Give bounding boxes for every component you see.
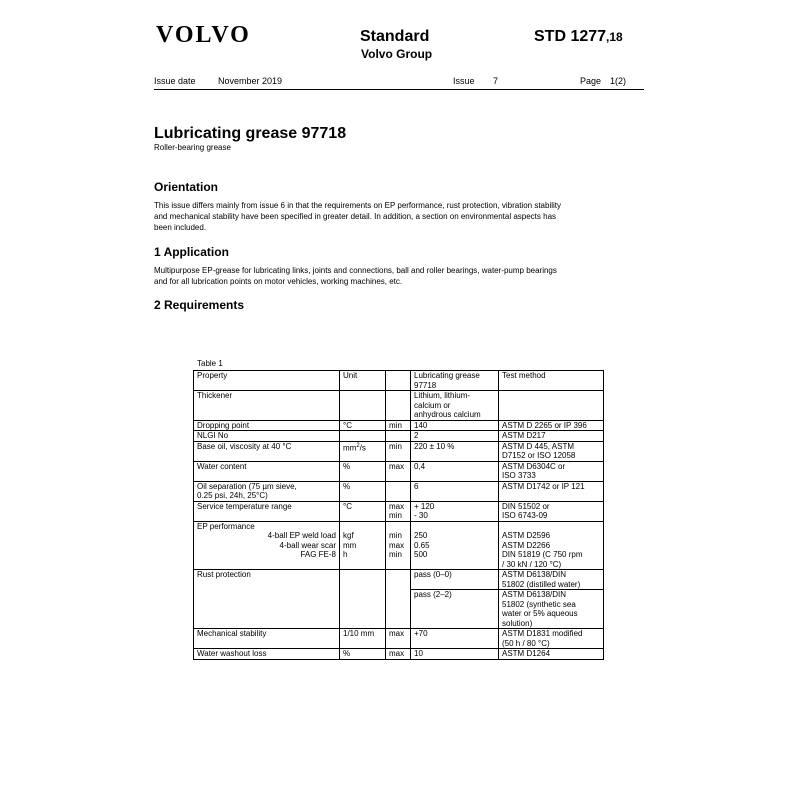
page-label: Page xyxy=(580,76,602,86)
table-caption: Table 1 xyxy=(197,359,223,368)
method-cell: ASTM D2596 ASTM D2266 DIN 51819 (C 750 rpm / 30 kN / 120 °C) xyxy=(499,521,604,570)
property-cell: NLGI No xyxy=(194,431,340,442)
value-cell: 10 xyxy=(411,649,499,660)
value-cell: 250 0.65 500 xyxy=(411,521,499,570)
property-cell: Oil separation (75 µm sieve, 0.25 psi, 24h, 25°C) xyxy=(194,481,340,501)
value-cell: 0,4 xyxy=(411,461,499,481)
table-row xyxy=(194,391,604,421)
table-header-row xyxy=(194,371,604,391)
property-cell: Dropping point xyxy=(194,420,340,431)
limit-cell: max xyxy=(386,629,411,649)
limit-cell: min xyxy=(386,420,411,431)
unit-cell: 1/10 mm xyxy=(340,629,386,649)
application-line: and for all lubrication points on motor vehicles, working machines, etc. xyxy=(154,277,403,286)
group-label: Volvo Group xyxy=(361,47,433,61)
page-number: 1(2) xyxy=(610,76,627,86)
property-cell: Thickener xyxy=(194,391,340,421)
value-cell: pass (2–2) xyxy=(411,590,499,629)
standard-number xyxy=(534,28,623,46)
orientation-line: This issue differs mainly from issue 6 in that the requirements on EP performance, rust protection, vibration stability xyxy=(154,201,561,210)
application-line: Multipurpose EP-grease for lubricating links, joints and connections, ball and roller bearings, water-pump bearings xyxy=(154,266,557,275)
method-cell: ASTM D 2265 or IP 396 xyxy=(499,420,604,431)
application-text xyxy=(154,265,644,287)
property-cell: Rust protection xyxy=(194,570,340,629)
table-row xyxy=(194,461,604,481)
application-heading: 1 Application xyxy=(154,245,229,259)
method-cell: ASTM D1264 xyxy=(499,649,604,660)
col-header: Unit xyxy=(340,371,386,391)
table-row xyxy=(194,481,604,501)
unit-cell: °C xyxy=(340,501,386,521)
limit-cell: min xyxy=(386,441,411,461)
property-cell: EP performance 4-ball EP weld load 4-ball wear scar FAG FE-8 xyxy=(194,521,340,570)
method-cell: ASTM D1742 or IP 121 xyxy=(499,481,604,501)
value-cell: 6 xyxy=(411,481,499,501)
method-cell: ASTM D6138/DIN 51802 (synthetic sea water or 5% aqueous solution) xyxy=(499,590,604,629)
property-cell: Base oil, viscosity at 40 °C xyxy=(194,441,340,461)
table-row xyxy=(194,441,604,461)
limit-cell: max xyxy=(386,649,411,660)
table-row xyxy=(194,431,604,442)
col-header xyxy=(386,371,411,391)
requirements-heading: 2 Requirements xyxy=(154,298,245,312)
orientation-line: and mechanical stability have been specified in greater detail. In addition, a section on environmental aspects has xyxy=(154,212,557,221)
orientation-text xyxy=(154,200,644,233)
orientation-heading: Orientation xyxy=(154,180,219,194)
method-cell: ASTM D6138/DIN 51802 (distilled water) xyxy=(499,570,604,590)
table-row xyxy=(194,521,604,570)
col-header: Lubricating grease 97718 xyxy=(411,371,499,391)
unit-cell: kgf mm h xyxy=(340,521,386,570)
value-cell: pass (0–0) xyxy=(411,570,499,590)
unit-cell: $mm^2/s$ xyxy=(340,441,386,461)
value-cell: 2 xyxy=(411,431,499,442)
issue-date-label: Issue date xyxy=(154,76,196,86)
orientation-line: been included. xyxy=(154,223,207,232)
standard-label: Standard xyxy=(360,28,430,45)
volvo-logo: VOLVO xyxy=(156,22,251,48)
value-cell: + 120 - 30 xyxy=(411,501,499,521)
property-cell: Service temperature range xyxy=(194,501,340,521)
table-row xyxy=(194,649,604,660)
value-cell: Lithium, lithium- calcium or anhydrous calcium xyxy=(411,391,499,421)
requirements-table xyxy=(193,370,604,660)
table-row xyxy=(194,570,604,590)
page-subtitle: Roller-bearing grease xyxy=(154,143,231,152)
unit-cell: % xyxy=(340,461,386,481)
limit-cell: max xyxy=(386,461,411,481)
method-cell: ASTM D6304C or ISO 3733 xyxy=(499,461,604,481)
page-title: Lubricating grease 97718 xyxy=(154,125,347,142)
issue-number: 7 xyxy=(493,76,499,86)
table-row xyxy=(194,501,604,521)
col-header: Property xyxy=(194,371,340,391)
method-cell: ASTM D1831 modified (50 h / 80 °C) xyxy=(499,629,604,649)
std-version: ,18 xyxy=(606,30,623,44)
method-cell: ASTM D217 xyxy=(499,431,604,442)
limit-cell: min max min xyxy=(386,521,411,570)
unit-cell: °C xyxy=(340,420,386,431)
property-cell: Water washout loss xyxy=(194,649,340,660)
std-number-text: STD 1277 xyxy=(534,28,607,45)
unit-cell: % xyxy=(340,649,386,660)
unit-cell: % xyxy=(340,481,386,501)
table-row xyxy=(194,629,604,649)
table-row xyxy=(194,420,604,431)
limit-cell: max min xyxy=(386,501,411,521)
property-cell: Mechanical stability xyxy=(194,629,340,649)
value-cell: 140 xyxy=(411,420,499,431)
method-cell: DIN 51502 or ISO 6743-09 xyxy=(499,501,604,521)
property-cell: Water content xyxy=(194,461,340,481)
header-rule xyxy=(154,89,644,90)
issue-date: November 2019 xyxy=(218,76,283,86)
method-cell: ASTM D 445, ASTM D7152 or ISO 12058 xyxy=(499,441,604,461)
col-header: Test method xyxy=(499,371,604,391)
issue-label: Issue xyxy=(453,76,475,86)
value-cell: 220 ± 10 % xyxy=(411,441,499,461)
value-cell: +70 xyxy=(411,629,499,649)
